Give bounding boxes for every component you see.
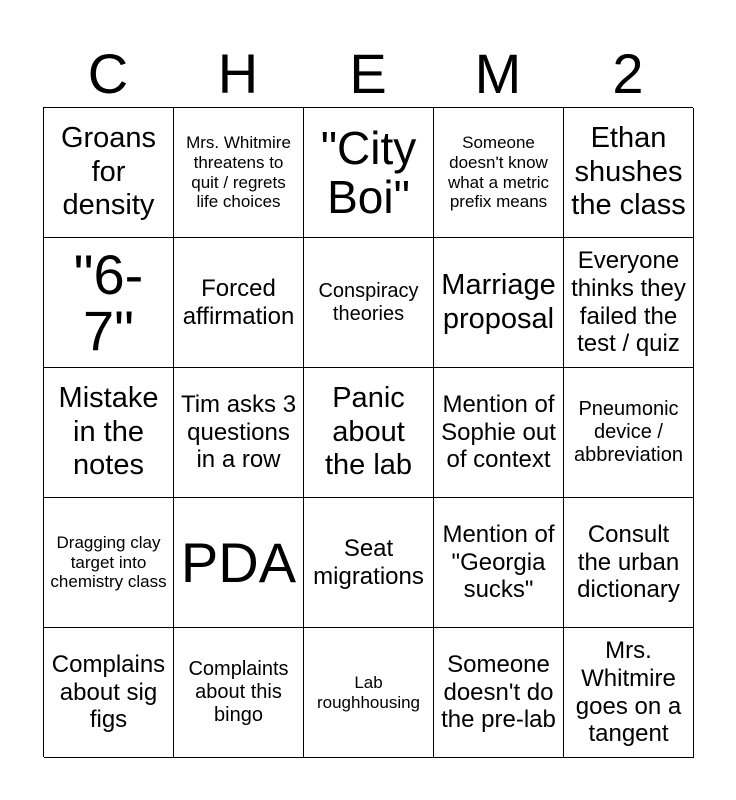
bingo-cell[interactable]: Ethan shushes the class [564,108,694,238]
bingo-cell[interactable]: Everyone thinks they failed the test / quiz [564,238,694,368]
bingo-cell[interactable]: Marriage proposal [434,238,564,368]
bingo-cell[interactable]: Tim asks 3 questions in a row [174,368,304,498]
bingo-cell[interactable]: Forced affirmation [174,238,304,368]
bingo-cell[interactable]: Someone doesn't know what a metric prefix means [434,108,564,238]
bingo-cell[interactable]: "City Boi" [304,108,434,238]
header-letter-c: C [87,42,129,105]
bingo-cell[interactable]: Complains about sig figs [44,628,174,758]
bingo-header [43,40,693,108]
header-letter-h: H [217,42,259,105]
bingo-cell[interactable]: Mrs. Whitmire goes on a tangent [564,628,694,758]
header-letter-2: 2 [612,42,644,105]
bingo-cell[interactable]: Mention of "Georgia sucks" [434,498,564,628]
bingo-cell[interactable]: Groans for density [44,108,174,238]
bingo-cell[interactable]: "6-7" [44,238,174,368]
header-letter-m: M [474,42,522,105]
bingo-cell[interactable]: Lab roughhousing [304,628,434,758]
bingo-cell[interactable]: Pneumonic device / abbreviation [564,368,694,498]
bingo-cell[interactable]: Conspiracy theories [304,238,434,368]
bingo-grid [43,107,693,757]
bingo-cell[interactable]: Panic about the lab [304,368,434,498]
bingo-cell[interactable]: Someone doesn't do the pre-lab [434,628,564,758]
bingo-cell[interactable]: Dragging clay target into chemistry class [44,498,174,628]
bingo-cell[interactable]: Mrs. Whitmire threatens to quit / regrets life choices [174,108,304,238]
bingo-cell[interactable]: Complaints about this bingo [174,628,304,758]
bingo-cell-free[interactable]: PDA [174,498,304,628]
bingo-cell[interactable]: Seat migrations [304,498,434,628]
bingo-cell[interactable]: Consult the urban dictionary [564,498,694,628]
header-letter-e: E [349,42,387,105]
bingo-cell[interactable]: Mistake in the notes [44,368,174,498]
bingo-cell[interactable]: Mention of Sophie out of context [434,368,564,498]
